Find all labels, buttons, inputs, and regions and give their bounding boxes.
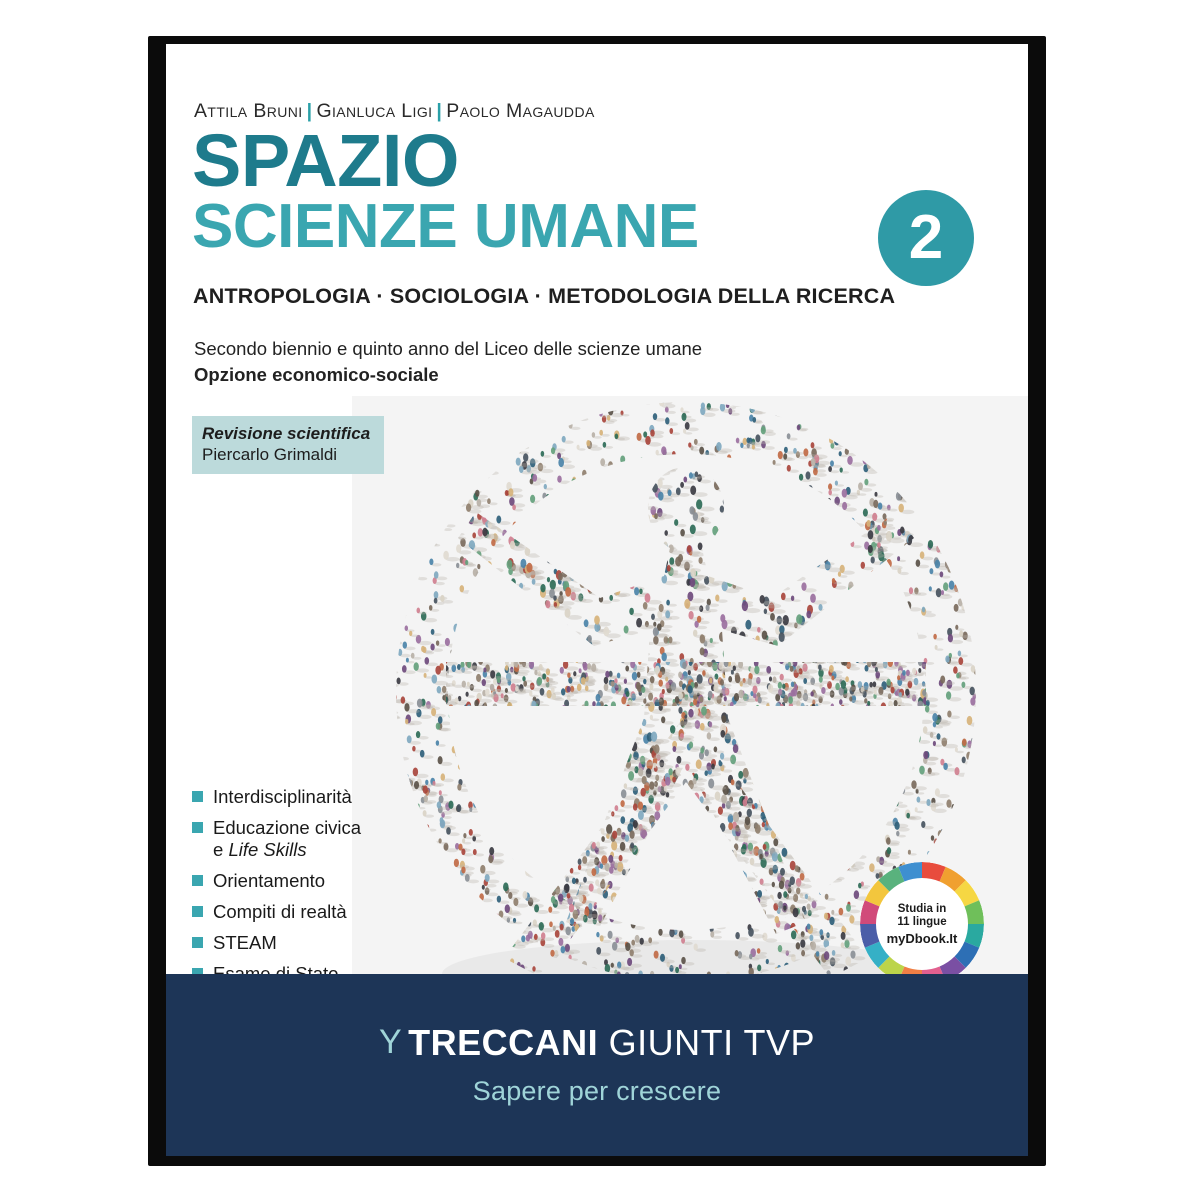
feature-label: Educazione civica — [213, 817, 362, 838]
publisher-tagline: Sapere per crescere — [472, 1076, 722, 1106]
author-2: Gianluca Ligi — [316, 100, 433, 122]
book-cover — [166, 44, 1028, 1156]
publisher-imprint: GIUNTI TVP — [608, 1022, 816, 1063]
school-option-line: Opzione economico-sociale — [194, 364, 439, 385]
school-level-block — [194, 336, 702, 388]
volume-number-badge: 2 — [878, 190, 974, 286]
square-bullet-icon — [192, 791, 203, 802]
scientific-revision-box — [192, 416, 384, 474]
revision-title: Revisione scientifica — [202, 424, 371, 443]
author-separator-1: | — [306, 100, 313, 122]
publisher-band — [166, 974, 1028, 1156]
seal-line-1: Studia in — [897, 902, 947, 915]
feature-label: Orientamento — [213, 870, 326, 891]
list-item — [192, 901, 462, 923]
revision-author-name: Piercarlo Grimaldi — [202, 445, 338, 464]
list-item — [192, 932, 462, 954]
list-item — [192, 817, 462, 861]
list-item — [192, 786, 462, 808]
feature-label: Compiti di realtà — [213, 901, 347, 922]
seal-inner-label — [877, 879, 967, 969]
treccani-mark-icon: Υ — [378, 1023, 403, 1061]
title-line-1: SPAZIO — [192, 119, 459, 202]
feature-label: Interdisciplinarità — [213, 786, 352, 807]
author-separator-2: | — [436, 100, 443, 122]
band-diagonal-edge — [166, 974, 686, 980]
school-level-line-1: Secondo biennio e quinto anno del Liceo delle scienze umane — [194, 338, 703, 359]
title-line-2: SCIENZE UMANE — [192, 192, 699, 261]
square-bullet-icon — [192, 937, 203, 948]
seal-line-3: myDbook.It — [886, 930, 958, 946]
feature-label-civica — [213, 817, 361, 861]
subjects-line: ANTROPOLOGIA · SOCIOLOGIA · METODOLOGIA DELLA RICERCA — [193, 284, 896, 308]
list-item — [192, 870, 462, 892]
feature-label: STEAM — [213, 932, 277, 953]
author-1: Attila Bruni — [194, 100, 303, 122]
feature-label-italic: Life Skills — [228, 839, 307, 860]
feature-label-continuation: e — [213, 839, 229, 860]
publisher-name: TRECCANI — [408, 1022, 599, 1063]
author-3: Paolo Magaudda — [446, 100, 595, 122]
publisher-logo — [166, 1022, 1028, 1064]
square-bullet-icon — [192, 875, 203, 886]
square-bullet-icon — [192, 822, 203, 833]
mydbook-languages-seal — [860, 862, 984, 986]
square-bullet-icon — [192, 906, 203, 917]
seal-line-2: 11 lingue — [897, 915, 947, 928]
